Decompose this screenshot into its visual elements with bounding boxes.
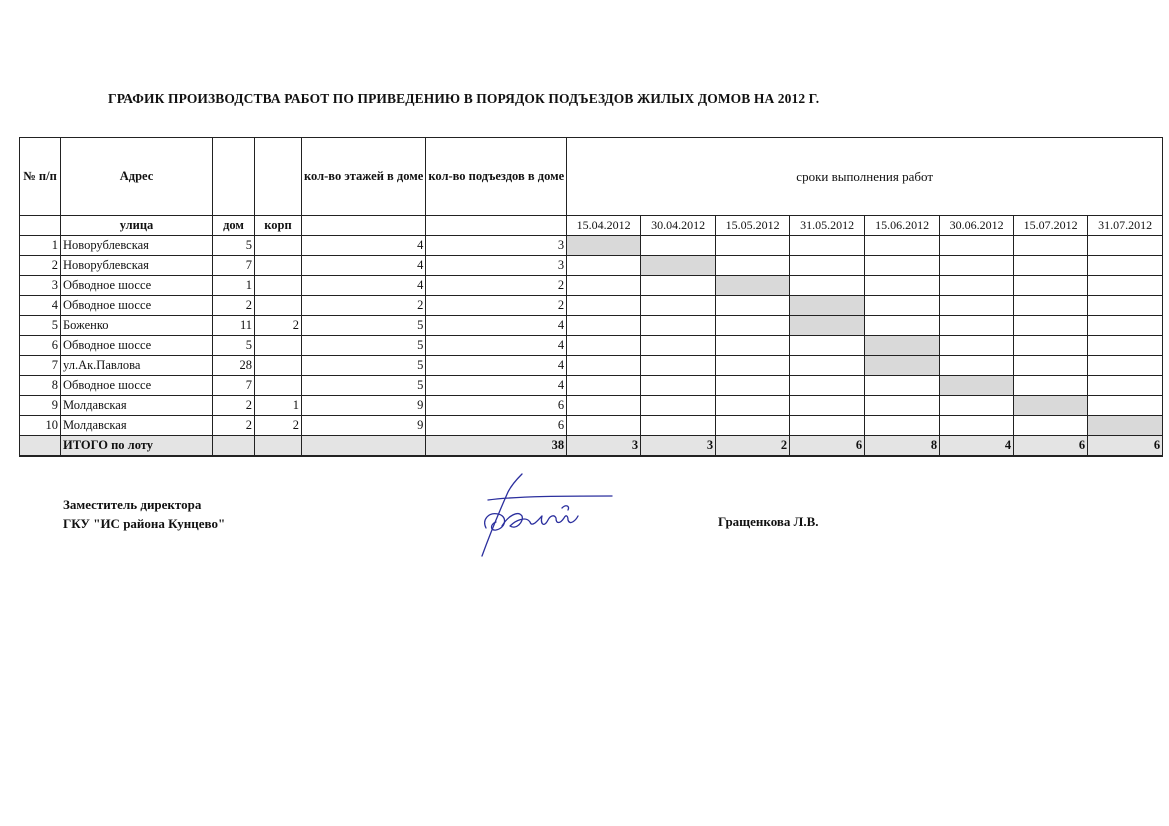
street-cell: Молдавская <box>61 416 213 436</box>
building-cell <box>255 236 302 256</box>
schedule-cell <box>865 396 940 416</box>
schedule-cell <box>1088 316 1163 336</box>
schedule-cell <box>790 336 865 356</box>
floors-cell: 5 <box>302 356 426 376</box>
schedule-cell <box>865 416 940 436</box>
subheader-house: дом <box>213 216 255 236</box>
handwritten-signature <box>478 470 618 560</box>
table-row <box>20 256 1163 276</box>
table-body <box>20 236 1163 436</box>
header-row <box>20 138 1163 216</box>
house-cell: 2 <box>213 396 255 416</box>
house-cell: 2 <box>213 416 255 436</box>
signatory-name: Гращенкова Л.В. <box>718 514 819 529</box>
schedule-cell <box>567 336 641 356</box>
schedule-cell <box>716 256 790 276</box>
schedule-cell <box>641 236 716 256</box>
building-cell: 1 <box>255 396 302 416</box>
schedule-cell <box>1088 296 1163 316</box>
signatory-role-line1: Заместитель директора <box>63 497 202 512</box>
date-header: 15.05.2012 <box>716 216 790 236</box>
building-cell <box>255 276 302 296</box>
total-period-value: 2 <box>716 436 790 457</box>
schedule-cell <box>940 356 1014 376</box>
schedule-cell <box>790 256 865 276</box>
row-number: 1 <box>20 236 61 256</box>
entrances-cell: 3 <box>426 236 567 256</box>
subheader-row <box>20 216 1163 236</box>
signatory-role <box>63 495 225 533</box>
header-entrances: кол-во подъездов в доме <box>426 138 567 216</box>
schedule-cell <box>1088 356 1163 376</box>
floors-cell: 5 <box>302 316 426 336</box>
schedule-bar-cell <box>567 236 641 256</box>
table-row <box>20 316 1163 336</box>
house-cell: 7 <box>213 376 255 396</box>
house-cell: 28 <box>213 356 255 376</box>
schedule-cell <box>790 376 865 396</box>
schedule-cell <box>1014 376 1088 396</box>
date-header: 15.07.2012 <box>1014 216 1088 236</box>
work-schedule-table <box>19 137 1163 457</box>
schedule-cell <box>716 356 790 376</box>
schedule-cell <box>716 416 790 436</box>
date-header: 30.04.2012 <box>641 216 716 236</box>
total-entrances: 38 <box>426 436 567 457</box>
subheader-building: корп <box>255 216 302 236</box>
schedule-cell <box>567 396 641 416</box>
row-number: 8 <box>20 376 61 396</box>
house-cell: 1 <box>213 276 255 296</box>
schedule-cell <box>567 316 641 336</box>
date-header: 30.06.2012 <box>940 216 1014 236</box>
total-blank-cell <box>213 436 255 457</box>
row-number: 6 <box>20 336 61 356</box>
schedule-bar-cell <box>940 376 1014 396</box>
schedule-cell <box>1014 356 1088 376</box>
schedule-cell <box>865 376 940 396</box>
schedule-cell <box>940 416 1014 436</box>
header-address: Адрес <box>61 138 213 216</box>
total-period-value: 4 <box>940 436 1014 457</box>
table-row <box>20 336 1163 356</box>
header-period: сроки выполнения работ <box>567 138 1163 216</box>
schedule-cell <box>1014 416 1088 436</box>
house-cell: 7 <box>213 256 255 276</box>
schedule-cell <box>567 296 641 316</box>
schedule-cell <box>790 356 865 376</box>
total-period-value: 3 <box>567 436 641 457</box>
schedule-cell <box>641 296 716 316</box>
entrances-cell: 4 <box>426 316 567 336</box>
schedule-cell <box>567 276 641 296</box>
schedule-cell <box>940 396 1014 416</box>
table-row <box>20 356 1163 376</box>
schedule-cell <box>1088 396 1163 416</box>
schedule-cell <box>940 256 1014 276</box>
schedule-cell <box>865 236 940 256</box>
table-row <box>20 296 1163 316</box>
schedule-cell <box>940 276 1014 296</box>
schedule-cell <box>1014 276 1088 296</box>
schedule-cell <box>1088 376 1163 396</box>
schedule-cell <box>865 316 940 336</box>
schedule-cell <box>567 416 641 436</box>
street-cell: Обводное шоссе <box>61 296 213 316</box>
schedule-bar-cell <box>790 296 865 316</box>
schedule-bar-cell <box>1014 396 1088 416</box>
schedule-cell <box>790 236 865 256</box>
row-number: 4 <box>20 296 61 316</box>
header-num: № п/п <box>20 138 61 216</box>
schedule-cell <box>641 396 716 416</box>
date-header: 15.06.2012 <box>865 216 940 236</box>
table-row <box>20 396 1163 416</box>
house-cell: 2 <box>213 296 255 316</box>
building-cell: 2 <box>255 316 302 336</box>
schedule-bar-cell <box>716 276 790 296</box>
building-cell <box>255 356 302 376</box>
row-number: 3 <box>20 276 61 296</box>
date-header: 31.07.2012 <box>1088 216 1163 236</box>
building-cell <box>255 256 302 276</box>
floors-cell: 9 <box>302 416 426 436</box>
schedule-bar-cell <box>1088 416 1163 436</box>
subheader-blank-entrances <box>426 216 567 236</box>
subheader-street: улица <box>61 216 213 236</box>
street-cell: Молдавская <box>61 396 213 416</box>
schedule-cell <box>716 336 790 356</box>
schedule-cell <box>567 356 641 376</box>
date-header: 15.04.2012 <box>567 216 641 236</box>
schedule-cell <box>641 316 716 336</box>
total-label: ИТОГО по лоту <box>61 436 213 457</box>
schedule-cell <box>1014 336 1088 356</box>
schedule-cell <box>567 376 641 396</box>
floors-cell: 4 <box>302 236 426 256</box>
schedule-cell <box>716 316 790 336</box>
schedule-cell <box>1088 256 1163 276</box>
schedule-cell <box>641 276 716 296</box>
building-cell <box>255 376 302 396</box>
building-cell <box>255 336 302 356</box>
entrances-cell: 6 <box>426 396 567 416</box>
schedule-cell <box>1088 276 1163 296</box>
floors-cell: 2 <box>302 296 426 316</box>
row-number: 2 <box>20 256 61 276</box>
house-cell: 11 <box>213 316 255 336</box>
total-row <box>20 436 1163 457</box>
table-row <box>20 236 1163 256</box>
total-blank-cell <box>20 436 61 457</box>
entrances-cell: 3 <box>426 256 567 276</box>
floors-cell: 4 <box>302 256 426 276</box>
total-period-value: 6 <box>1014 436 1088 457</box>
row-number: 9 <box>20 396 61 416</box>
total-period-value: 6 <box>1088 436 1163 457</box>
schedule-cell <box>1014 316 1088 336</box>
schedule-cell <box>641 336 716 356</box>
schedule-bar-cell <box>790 316 865 336</box>
schedule-cell <box>1014 256 1088 276</box>
house-cell: 5 <box>213 336 255 356</box>
row-number: 7 <box>20 356 61 376</box>
schedule-cell <box>940 316 1014 336</box>
header-blank-house <box>213 138 255 216</box>
header-floors: кол-во этажей в доме <box>302 138 426 216</box>
total-blank-cell <box>255 436 302 457</box>
entrances-cell: 4 <box>426 336 567 356</box>
schedule-cell <box>641 416 716 436</box>
entrances-cell: 2 <box>426 276 567 296</box>
entrances-cell: 4 <box>426 376 567 396</box>
street-cell: Новорублевская <box>61 236 213 256</box>
floors-cell: 5 <box>302 336 426 356</box>
schedule-cell <box>790 416 865 436</box>
floors-cell: 9 <box>302 396 426 416</box>
entrances-cell: 2 <box>426 296 567 316</box>
schedule-cell <box>641 376 716 396</box>
schedule-cell <box>1014 236 1088 256</box>
entrances-cell: 6 <box>426 416 567 436</box>
subheader-blank-num <box>20 216 61 236</box>
schedule-cell <box>1088 236 1163 256</box>
floors-cell: 4 <box>302 276 426 296</box>
street-cell: ул.Ак.Павлова <box>61 356 213 376</box>
schedule-bar-cell <box>865 356 940 376</box>
schedule-cell <box>865 276 940 296</box>
schedule-cell <box>940 336 1014 356</box>
total-period-value: 6 <box>790 436 865 457</box>
date-header: 31.05.2012 <box>790 216 865 236</box>
schedule-cell <box>790 276 865 296</box>
schedule-cell <box>940 296 1014 316</box>
total-period-value: 3 <box>641 436 716 457</box>
schedule-bar-cell <box>641 256 716 276</box>
street-cell: Обводное шоссе <box>61 276 213 296</box>
street-cell: Новорублевская <box>61 256 213 276</box>
schedule-cell <box>865 296 940 316</box>
street-cell: Обводное шоссе <box>61 336 213 356</box>
house-cell: 5 <box>213 236 255 256</box>
schedule-cell <box>716 236 790 256</box>
header-blank-building <box>255 138 302 216</box>
street-cell: Обводное шоссе <box>61 376 213 396</box>
row-number: 5 <box>20 316 61 336</box>
schedule-cell <box>865 256 940 276</box>
building-cell <box>255 296 302 316</box>
schedule-cell <box>1014 296 1088 316</box>
row-number: 10 <box>20 416 61 436</box>
schedule-bar-cell <box>865 336 940 356</box>
schedule-cell <box>641 356 716 376</box>
street-cell: Боженко <box>61 316 213 336</box>
signatory-role-line2: ГКУ "ИС района Кунцево" <box>63 516 226 531</box>
total-period-value: 8 <box>865 436 940 457</box>
floors-cell: 5 <box>302 376 426 396</box>
schedule-cell <box>716 296 790 316</box>
building-cell: 2 <box>255 416 302 436</box>
schedule-cell <box>567 256 641 276</box>
schedule-cell <box>716 396 790 416</box>
document-title: ГРАФИК ПРОИЗВОДСТВА РАБОТ ПО ПРИВЕДЕНИЮ В ПОРЯДОК ПОДЪЕЗДОВ ЖИЛЫХ ДОМОВ НА 2012 Г. <box>108 91 820 106</box>
schedule-cell <box>716 376 790 396</box>
table-row <box>20 276 1163 296</box>
schedule-cell <box>1088 336 1163 356</box>
schedule-cell <box>940 236 1014 256</box>
subheader-blank-floors <box>302 216 426 236</box>
table-row <box>20 416 1163 436</box>
table-row <box>20 376 1163 396</box>
schedule-cell <box>790 396 865 416</box>
entrances-cell: 4 <box>426 356 567 376</box>
total-blank-cell <box>302 436 426 457</box>
